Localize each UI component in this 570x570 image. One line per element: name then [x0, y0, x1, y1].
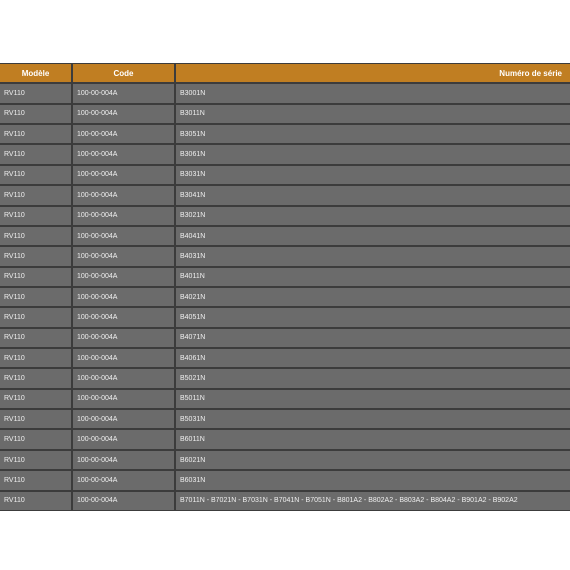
- table-cell-code: 100-00-004A: [73, 105, 174, 123]
- table-cell-serial-number: B3031N: [176, 166, 570, 184]
- table-cell-model: RV110: [0, 288, 71, 306]
- table-cell-serial-number: B3001N: [176, 84, 570, 102]
- table-cell-code: 100-00-004A: [73, 268, 174, 286]
- table-cell-model: RV110: [0, 492, 71, 510]
- table-cell-serial-number: B3041N: [176, 186, 570, 204]
- table-cell-serial-number: B4041N: [176, 227, 570, 245]
- table-cell-serial-number: B6021N: [176, 451, 570, 469]
- table-cell-serial-number: B5011N: [176, 390, 570, 408]
- table-cell-code: 100-00-004A: [73, 430, 174, 448]
- table-cell-model: RV110: [0, 166, 71, 184]
- table-cell-serial-number: B4061N: [176, 349, 570, 367]
- table-cell-serial-number: B7011N - B7021N - B7031N - B7041N - B7051N - B801A2 - B802A2 - B803A2 - B804A2 - B901A2 - B902A2: [176, 492, 570, 510]
- table-cell-model: RV110: [0, 268, 71, 286]
- table-cell-model: RV110: [0, 125, 71, 143]
- table-cell-code: 100-00-004A: [73, 451, 174, 469]
- table-cell-model: RV110: [0, 308, 71, 326]
- table-cell-code: 100-00-004A: [73, 410, 174, 428]
- table-cell-code: 100-00-004A: [73, 227, 174, 245]
- table-cell-code: 100-00-004A: [73, 471, 174, 489]
- table-cell-code: 100-00-004A: [73, 492, 174, 510]
- table-cell-model: RV110: [0, 227, 71, 245]
- table-cell-serial-number: B4051N: [176, 308, 570, 326]
- table-cell-model: RV110: [0, 410, 71, 428]
- table-cell-code: 100-00-004A: [73, 308, 174, 326]
- table-cell-serial-number: B3061N: [176, 145, 570, 163]
- table-cell-code: 100-00-004A: [73, 84, 174, 102]
- table-cell-model: RV110: [0, 207, 71, 225]
- table-cell-code: 100-00-004A: [73, 186, 174, 204]
- table-cell-code: 100-00-004A: [73, 369, 174, 387]
- column-header-model: Modèle: [0, 64, 71, 82]
- table-cell-model: RV110: [0, 105, 71, 123]
- table-cell-serial-number: B3051N: [176, 125, 570, 143]
- column-header-code: Code: [73, 64, 174, 82]
- table-cell-serial-number: B4071N: [176, 329, 570, 347]
- serial-number-table: [0, 63, 570, 511]
- table-cell-code: 100-00-004A: [73, 329, 174, 347]
- table-cell-model: RV110: [0, 451, 71, 469]
- table-cell-model: RV110: [0, 430, 71, 448]
- table-cell-code: 100-00-004A: [73, 349, 174, 367]
- table-cell-serial-number: B4021N: [176, 288, 570, 306]
- table-cell-model: RV110: [0, 145, 71, 163]
- table-cell-code: 100-00-004A: [73, 145, 174, 163]
- table-cell-serial-number: B4011N: [176, 268, 570, 286]
- table-cell-code: 100-00-004A: [73, 125, 174, 143]
- table-cell-model: RV110: [0, 186, 71, 204]
- table-cell-serial-number: B4031N: [176, 247, 570, 265]
- table-cell-serial-number: B6011N: [176, 430, 570, 448]
- table-cell-code: 100-00-004A: [73, 390, 174, 408]
- table-cell-serial-number: B5031N: [176, 410, 570, 428]
- table-cell-model: RV110: [0, 329, 71, 347]
- table-cell-code: 100-00-004A: [73, 247, 174, 265]
- table-cell-serial-number: B3011N: [176, 105, 570, 123]
- table-cell-model: RV110: [0, 84, 71, 102]
- table-cell-model: RV110: [0, 349, 71, 367]
- table-cell-code: 100-00-004A: [73, 166, 174, 184]
- table-cell-serial-number: B3021N: [176, 207, 570, 225]
- table-cell-model: RV110: [0, 247, 71, 265]
- table-cell-model: RV110: [0, 390, 71, 408]
- table-cell-code: 100-00-004A: [73, 207, 174, 225]
- column-header-serial-number: Numéro de série: [176, 64, 570, 82]
- table-cell-model: RV110: [0, 471, 71, 489]
- table-cell-serial-number: B5021N: [176, 369, 570, 387]
- table-cell-serial-number: B6031N: [176, 471, 570, 489]
- table-cell-model: RV110: [0, 369, 71, 387]
- table-cell-code: 100-00-004A: [73, 288, 174, 306]
